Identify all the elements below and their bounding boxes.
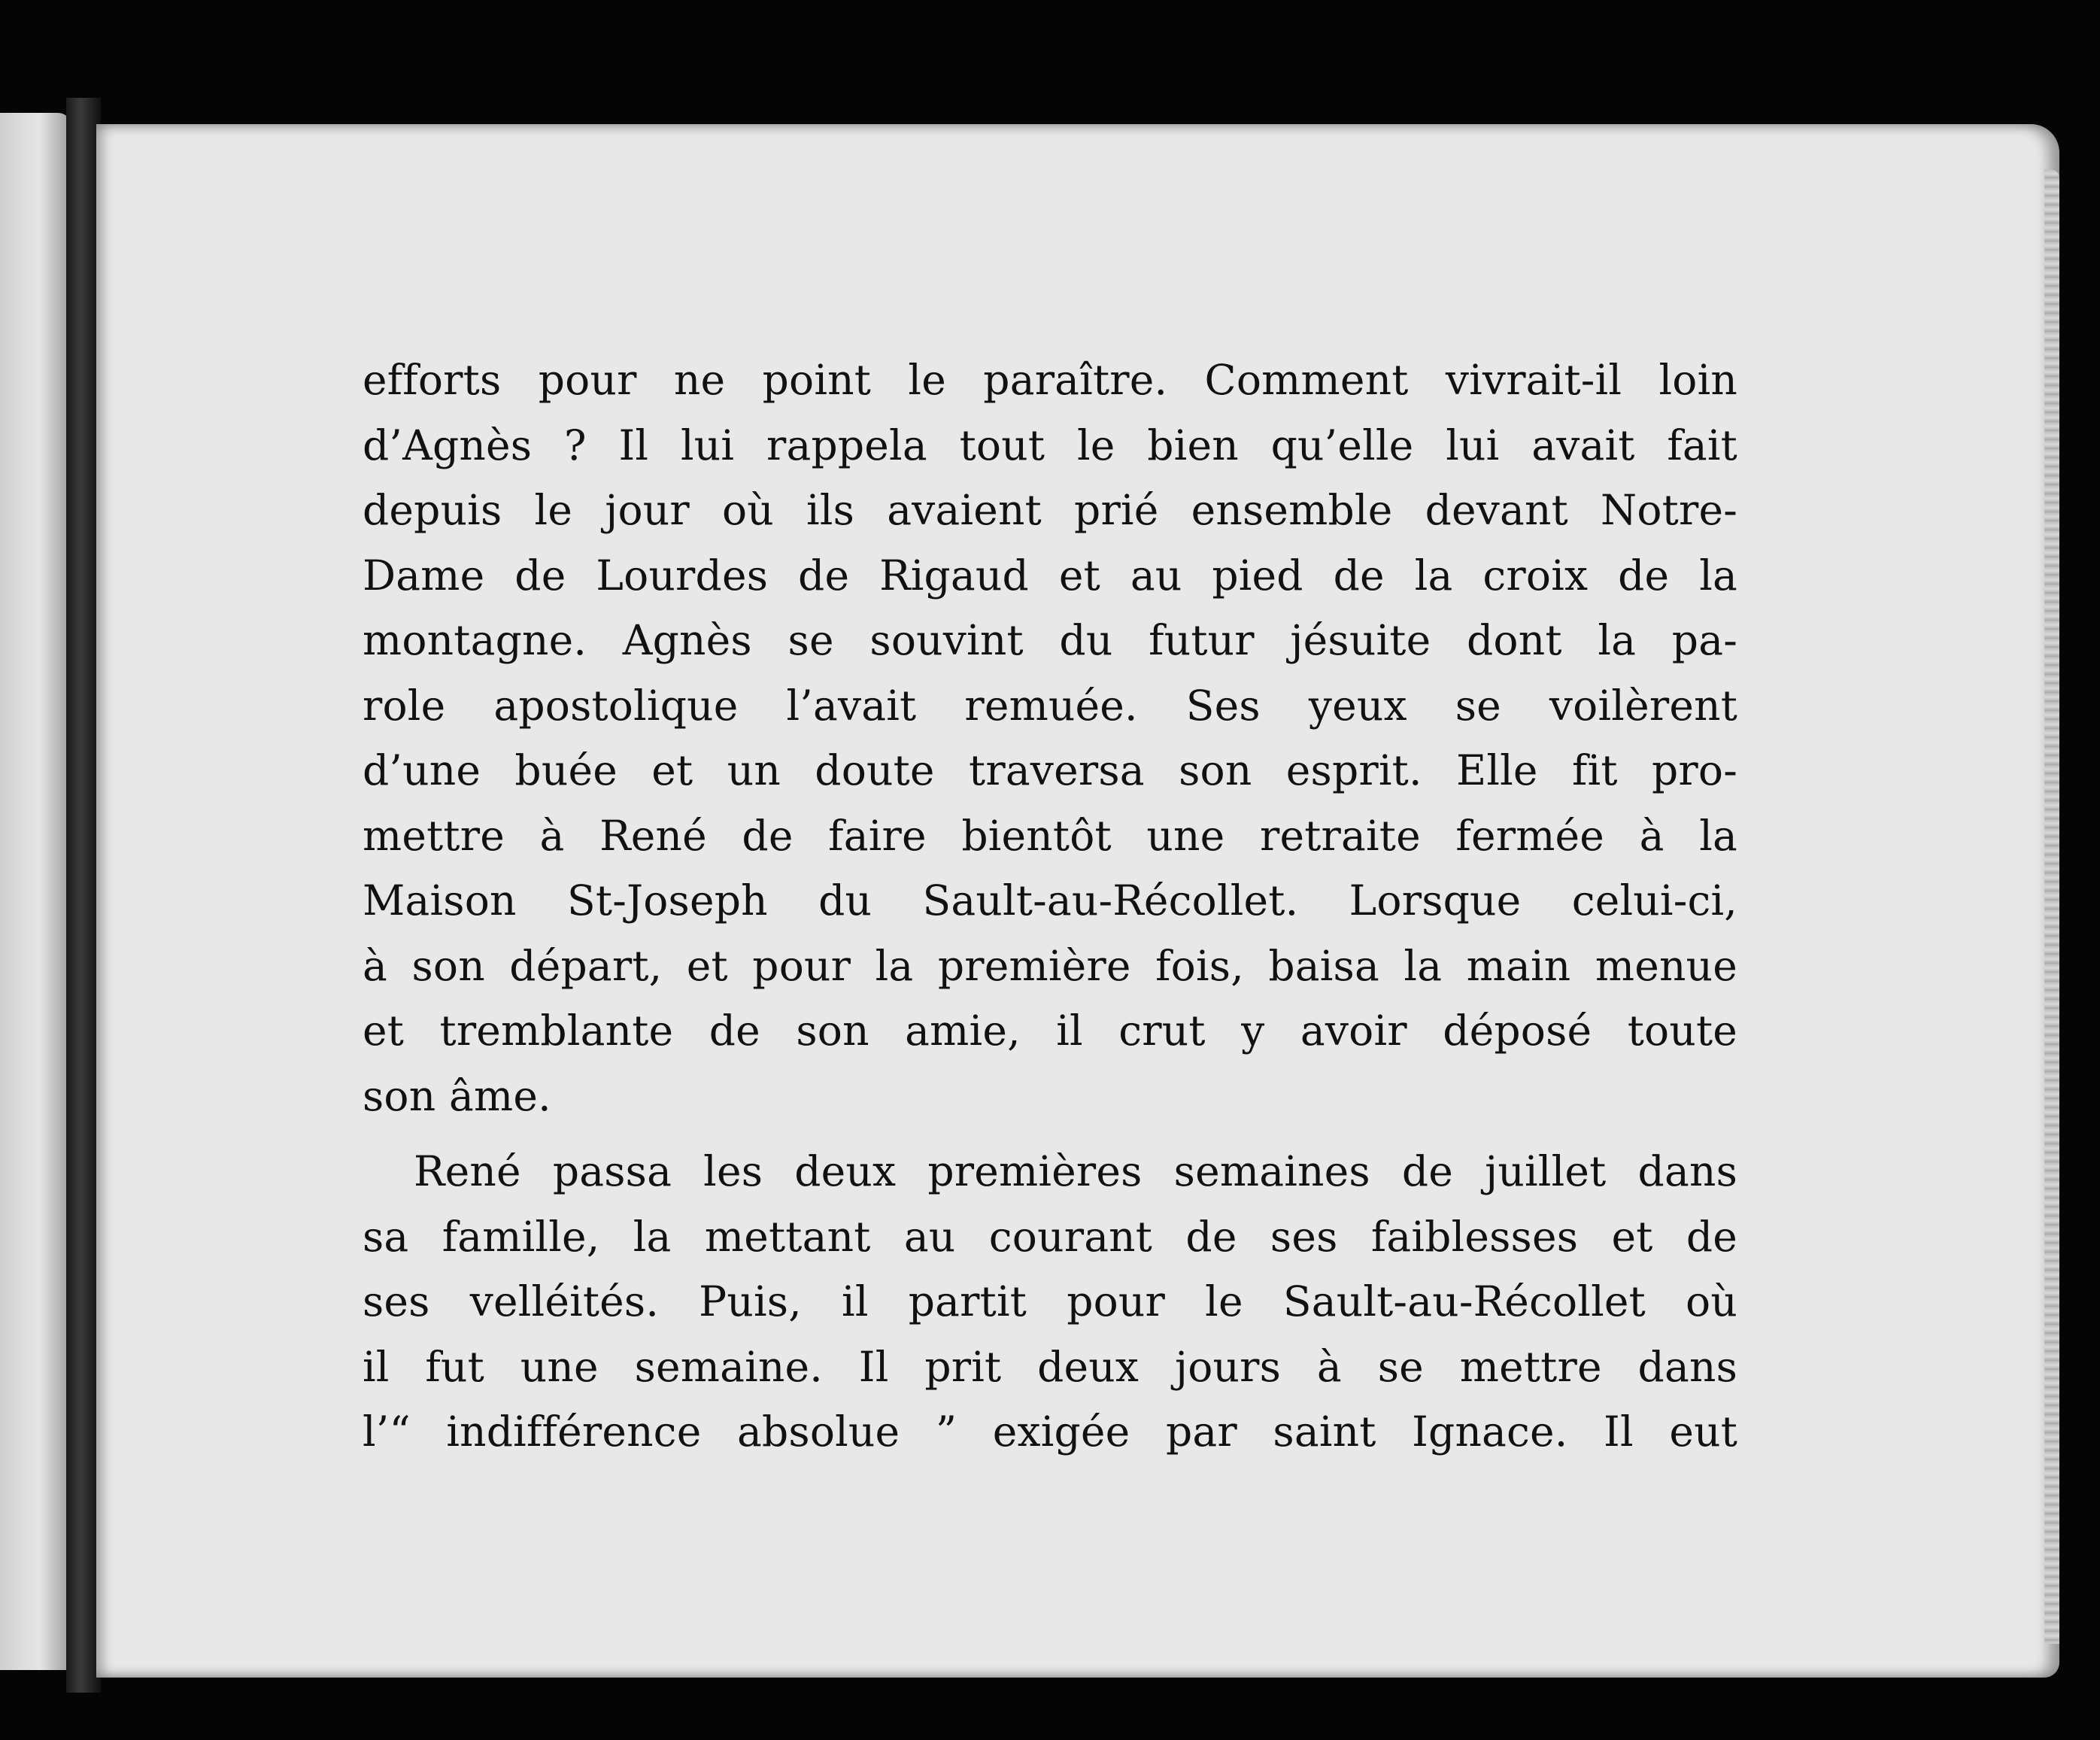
text-line: mettre à René de faire bientôt une retraite fermée à la bbox=[363, 811, 1737, 860]
text-line: depuis le jour où ils avaient prié ensemble devant Notre- bbox=[363, 486, 1737, 534]
text-line: Maison St-Joseph du Sault-au-Récollet. Lorsque celui-ci, bbox=[363, 876, 1737, 925]
text-line: à son départ, et pour la première fois, baisa la main menue bbox=[363, 941, 1737, 990]
text-line: montagne. Agnès se souvint du futur jésuite dont la pa- bbox=[363, 616, 1737, 664]
page-text bbox=[363, 348, 1737, 1465]
text-line: sa famille, la mettant au courant de ses faiblesses et de bbox=[363, 1212, 1737, 1261]
text-line: efforts pour ne point le paraître. Comment vivrait-il loin bbox=[363, 356, 1737, 404]
paragraph-2 bbox=[363, 1139, 1737, 1465]
text-line: René passa les deux premières semaines de juillet dans bbox=[414, 1147, 1737, 1195]
previous-page-edge bbox=[0, 113, 71, 1670]
paragraph-1 bbox=[363, 348, 1737, 1128]
text-line: d’une buée et un doute traversa son esprit. Elle fit pro- bbox=[363, 746, 1737, 794]
text-line: l’“ indifférence absolue ” exigée par saint Ignace. Il eut bbox=[363, 1407, 1737, 1456]
text-line: ses velléités. Puis, il partit pour le Sault-au-Récollet où bbox=[363, 1277, 1737, 1325]
text-line: role apostolique l’avait remuée. Ses yeux se voilèrent bbox=[363, 681, 1737, 730]
paragraph-spacer bbox=[363, 1128, 1737, 1139]
text-line: Dame de Lourdes de Rigaud et au pied de la croix de la bbox=[363, 551, 1737, 600]
text-line: d’Agnès ? Il lui rappela tout le bien qu’elle lui avait fait bbox=[363, 421, 1737, 469]
text-line: son âme. bbox=[363, 1071, 551, 1120]
text-line: et tremblante de son amie, il crut y avoir déposé toute bbox=[363, 1007, 1737, 1055]
page-fore-edge bbox=[2044, 169, 2059, 1644]
text-line: il fut une semaine. Il prit deux jours à se mettre dans bbox=[363, 1342, 1737, 1391]
